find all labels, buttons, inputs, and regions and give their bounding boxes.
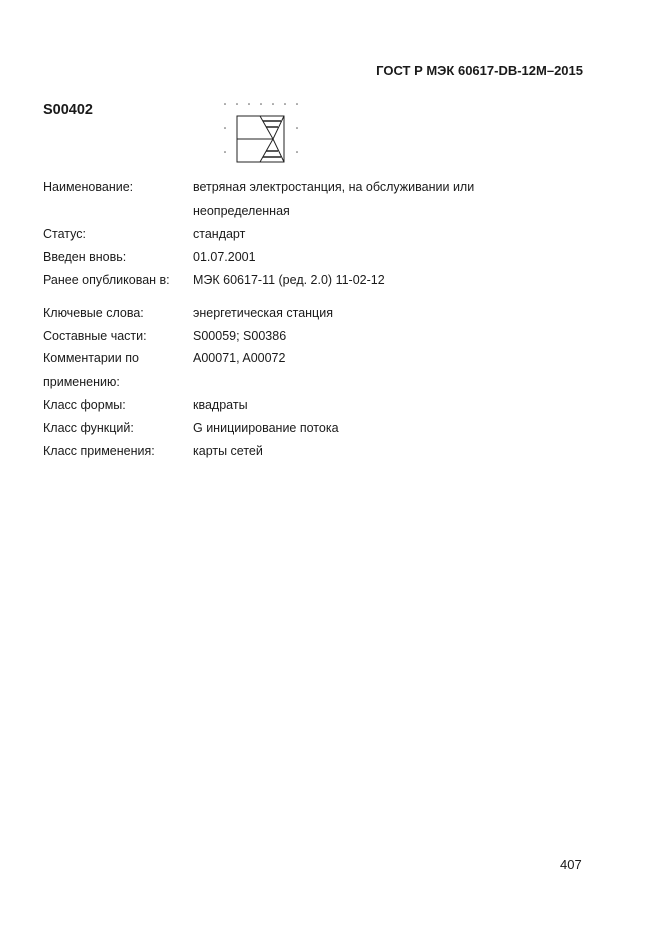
keywords-label: Ключевые слова:	[43, 306, 144, 320]
comments-label-line1: Комментарии по	[43, 351, 139, 365]
status-value: стандарт	[193, 227, 246, 241]
document-header: ГОСТ Р МЭК 60617-DB-12M–2015	[376, 63, 583, 78]
shape-class-label: Класс формы:	[43, 398, 126, 412]
parts-label: Составные части:	[43, 329, 147, 343]
name-value-line1: ветряная электростанция, на обслуживании или	[193, 180, 475, 194]
wind-power-station-symbol-icon	[215, 95, 310, 175]
parts-value: S00059; S00386	[193, 329, 287, 343]
comments-value: A00071, A00072	[193, 351, 286, 365]
introduced-value: 01.07.2001	[193, 250, 256, 264]
status-label: Статус:	[43, 227, 86, 241]
function-class-value: G инициирование потока	[193, 421, 339, 435]
shape-class-value: квадраты	[193, 398, 248, 412]
name-value-line2: неопределенная	[193, 204, 290, 218]
function-class-label: Класс функций:	[43, 421, 134, 435]
introduced-label: Введен вновь:	[43, 250, 127, 264]
name-label: Наименование:	[43, 180, 134, 194]
page-number: 407	[560, 857, 582, 872]
application-class-value: карты сетей	[193, 444, 263, 458]
comments-label-line2: применению:	[43, 375, 120, 389]
symbol-code: S00402	[43, 102, 93, 118]
published-value: МЭК 60617-11 (ред. 2.0) 11-02-12	[193, 273, 385, 287]
published-label: Ранее опубликован в:	[43, 273, 170, 287]
application-class-label: Класс применения:	[43, 444, 155, 458]
keywords-value: энергетическая станция	[193, 306, 333, 320]
